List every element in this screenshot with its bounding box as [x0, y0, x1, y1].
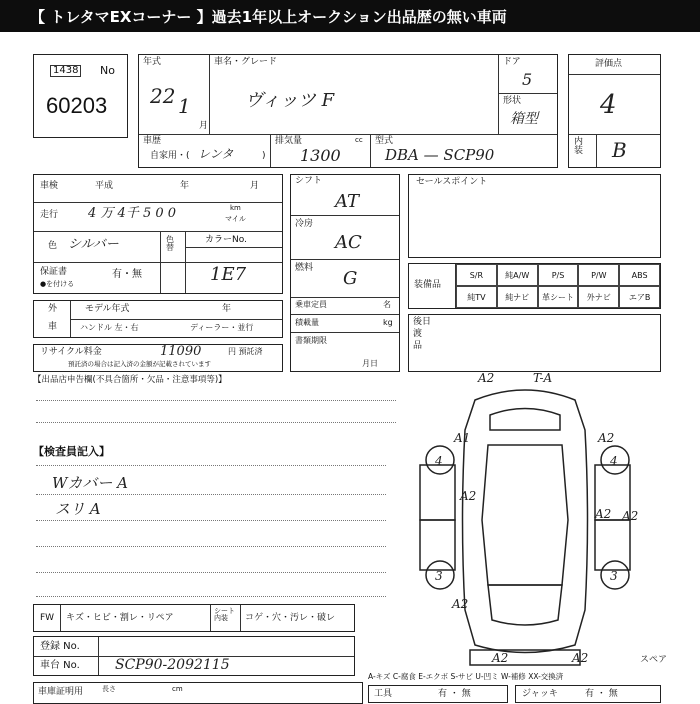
rear-window — [488, 585, 562, 625]
auction-banner — [0, 0, 700, 32]
cert-label: 車庫証明用 — [38, 687, 84, 697]
fw-text: キズ・ヒビ・割レ・リペア — [66, 613, 174, 623]
seat-label: シート内装 — [214, 607, 235, 622]
history-value: レンタ — [198, 147, 234, 161]
door-label: ドア — [503, 57, 521, 67]
model-label: 車名・グレード — [214, 57, 278, 67]
rear-items-box — [408, 314, 661, 372]
spare-label: スペア — [640, 655, 668, 665]
equip-label: 装備品 — [414, 280, 442, 290]
equipment-cell: 外ナビ — [578, 286, 619, 308]
chassis-value: SCP90-2092115 — [115, 657, 230, 673]
score-label: 評価点 — [595, 59, 623, 69]
diagram-label: T-A — [533, 371, 553, 385]
wheel-label: 3 — [610, 569, 618, 583]
foreign-year: 年 — [222, 304, 232, 314]
equipment-cell: P/S — [538, 264, 579, 286]
wheel-label: 3 — [435, 569, 443, 583]
jack-options: 有 ・ 無 — [585, 689, 618, 699]
report-title: 【出品店申告欄(不具合箇所・欠品・注意事項等)】 — [33, 375, 227, 385]
lot-label: No — [100, 64, 115, 77]
recycle-label: リサイクル料金 — [40, 347, 102, 357]
sales-label: セールスポイント — [416, 177, 488, 187]
rear-label-2: 渡 — [413, 329, 423, 339]
history-label: 車歴 — [143, 136, 162, 146]
ac-label: 冷房 — [295, 219, 314, 229]
inspector-title: 【検査員記入】 — [33, 445, 110, 458]
equipment-cell: P/W — [578, 264, 619, 286]
banner-text: 【 トレタマEXコーナー 】過去1年以上オークション出品歴の無い車両 — [30, 7, 507, 26]
seat-text: コゲ・穴・汚レ・破レ — [245, 613, 336, 623]
equipment-cell: S/R — [456, 264, 497, 286]
reg-label: 登録 No. — [40, 641, 80, 652]
equipment-grid — [456, 264, 660, 308]
recycle-value: 11090 — [160, 344, 202, 359]
roof — [482, 445, 568, 585]
wheel-label: 4 — [610, 454, 618, 468]
jack-label: ジャッキ — [522, 689, 558, 699]
foreign-label-2: 車 — [48, 322, 58, 332]
month-unit: 月 — [199, 121, 209, 131]
car-damage-diagram — [400, 370, 700, 670]
capacity-label: 乗車定員 — [295, 300, 327, 309]
type-label: 型式 — [375, 136, 394, 146]
shape-value: 箱型 — [510, 111, 538, 127]
equipment-cell: 純TV — [456, 286, 497, 308]
mileage-value: 4 万 4千 5 0 0 — [88, 206, 177, 221]
ac-value: AC — [335, 232, 362, 253]
load-unit: kg — [383, 318, 393, 327]
displacement-label: 排気量 — [275, 136, 303, 146]
damage-legend: A-キズ C-腐食 E-エクボ S-サビ U-凹ミ W-補修 XX-交換済 — [368, 672, 564, 681]
tools-options: 有 ・ 無 — [438, 689, 471, 699]
lot-number-box — [33, 54, 128, 138]
inspection-label: 車検 — [40, 181, 59, 191]
color-no-label: カラーNo. — [205, 235, 247, 245]
interior-value: B — [612, 138, 627, 162]
foreign-handle: ハンドル 左・右 — [80, 323, 139, 332]
warranty-label: 保証書 — [40, 267, 68, 277]
history-suffix: ) — [262, 151, 266, 161]
foreign-label-1: 外 — [48, 304, 58, 314]
inspector-note-1: Wカバー A — [52, 474, 129, 492]
warranty-options: 有・無 — [112, 269, 142, 280]
diagram-label: A2 — [460, 489, 477, 503]
displacement-value: 1300 — [300, 146, 341, 165]
color-value: シルバー — [68, 237, 119, 252]
fw-label: FW — [40, 613, 55, 623]
month-value: 1 — [178, 94, 191, 118]
model-value: ヴィッツ F — [245, 90, 335, 111]
history-prefix: 自家用・( — [150, 151, 190, 161]
foreign-model-year: モデル年式 — [85, 304, 130, 314]
score-value: 4 — [600, 90, 617, 120]
door-value: 5 — [522, 70, 533, 89]
equipment-cell: 純A/W — [497, 264, 538, 286]
fuel-value: G — [343, 268, 358, 289]
inspection-year: 年 — [180, 181, 190, 191]
foreign-dealer: ディーラー・並行 — [190, 323, 254, 332]
year-label: 年式 — [143, 57, 162, 67]
capacity-unit: 名 — [383, 300, 391, 309]
rear-label: 後日 — [413, 317, 432, 327]
diagram-label: A2 — [598, 431, 615, 445]
equipment-cell: ABS — [619, 264, 660, 286]
warranty-sub: ●を付ける — [40, 280, 75, 288]
cert-len: 長さ — [102, 685, 116, 693]
chassis-label: 車台 No. — [40, 660, 80, 671]
fuel-label: 燃料 — [295, 263, 314, 273]
load-label: 積載量 — [295, 318, 319, 327]
mileage-unit-km: km — [230, 204, 241, 212]
shift-value: AT — [335, 191, 360, 212]
color-no-value: 1E7 — [210, 264, 247, 285]
shift-label: シフト — [295, 176, 323, 186]
recycle-note: 預託済の場合は記入済の金額が記載されています — [68, 360, 211, 368]
windshield — [490, 409, 560, 431]
lot-small: 1438 — [50, 65, 81, 77]
right-rear-door — [595, 520, 630, 570]
paint-label: 色替 — [166, 235, 174, 252]
docs-unit: 月日 — [362, 359, 378, 368]
mileage-unit-mile: マイル — [225, 215, 246, 223]
equipment-cell: 革シート — [538, 286, 579, 308]
wheel-label: 4 — [435, 454, 443, 468]
rear-label-3: 品 — [413, 341, 423, 351]
type-value: DBA — SCP90 — [385, 146, 495, 164]
left-rear-door — [420, 520, 455, 570]
color-label: 色 — [48, 241, 58, 251]
year-value: 22 — [150, 84, 176, 108]
inspector-note-2: スリ A — [55, 500, 101, 518]
displacement-unit: cc — [355, 136, 363, 144]
inspection-era: 平成 — [95, 181, 114, 191]
inspection-month: 月 — [250, 181, 260, 191]
docs-label: 書類期限 — [295, 336, 327, 345]
mileage-label: 走行 — [40, 210, 59, 220]
diagram-label: A2 — [622, 509, 639, 523]
diagram-label: A1 — [454, 431, 471, 445]
diagram-label: A2 — [595, 507, 612, 521]
lot-number: 60203 — [46, 93, 108, 118]
cert-cm: cm — [172, 685, 183, 693]
recycle-unit: 円 預託済 — [228, 347, 263, 356]
diagram-label: A2 — [492, 651, 509, 665]
equipment-cell: 純ナビ — [497, 286, 538, 308]
diagram-label: A2 — [478, 371, 495, 385]
diagram-label: A2 — [452, 597, 469, 611]
shape-label: 形状 — [503, 96, 522, 106]
diagram-label: A2 — [572, 651, 589, 665]
tools-label: 工具 — [374, 689, 393, 699]
interior-label: 内装 — [574, 137, 584, 156]
equipment-cell: エアB — [619, 286, 660, 308]
